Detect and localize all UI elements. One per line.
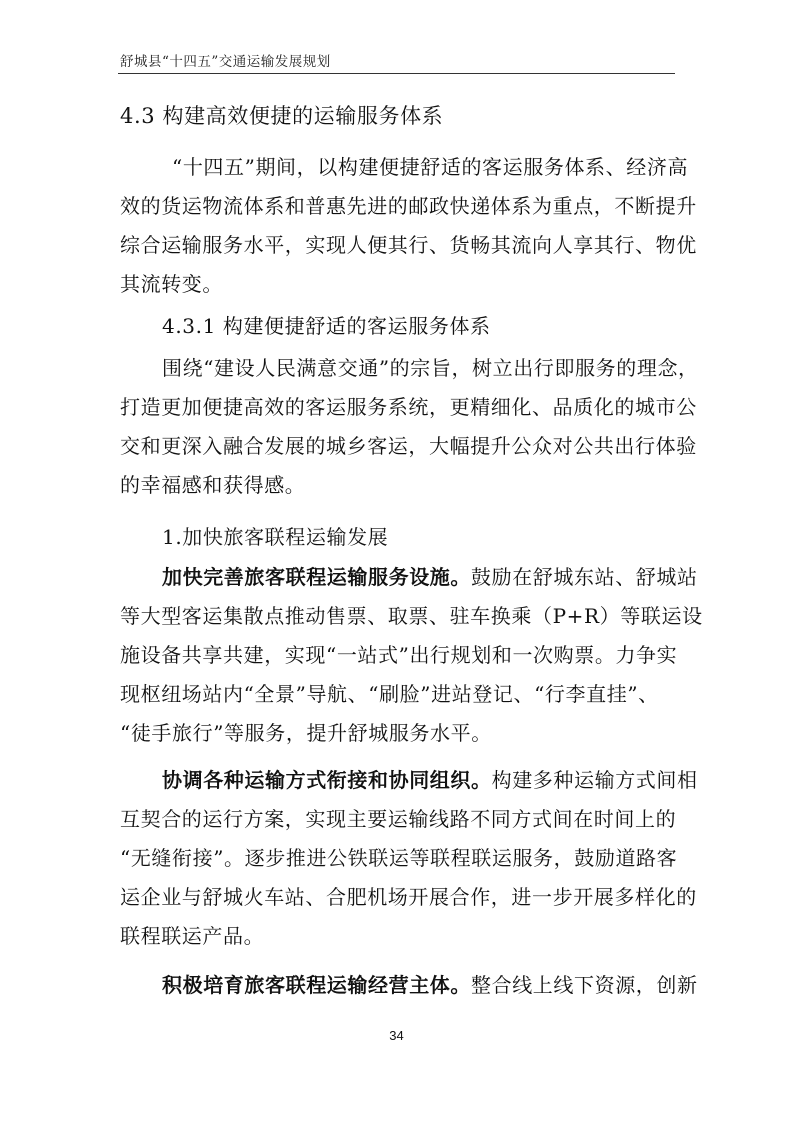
para2-line-5: 联程联运产品。: [120, 924, 265, 948]
intro-line-3: 综合运输服务水平，实现人便其行、货畅其流向人享其行、物优: [120, 233, 697, 257]
para2-line-2: 互契合的运行方案，实现主要运输线路不同方式间在时间上的: [120, 807, 677, 831]
para1-bold-lead: 加快完善旅客联程运输服务设施。: [162, 565, 471, 589]
header-rule: [118, 73, 675, 74]
para1-line-1: [162, 564, 698, 590]
para3-bold-lead: 积极培育旅客联程运输经营主体。: [162, 973, 471, 997]
subsection-intro-line-1: 围绕“建设人民满意交通”的宗旨，树立出行即服务的理念，: [162, 356, 699, 380]
para1-first-rest: 鼓励在舒城东站、舒城站: [471, 565, 698, 589]
intro-line-4: 其流转变。: [120, 272, 223, 296]
page-number: 34: [389, 1028, 404, 1043]
subsection-intro-line-4: 的幸福感和获得感。: [120, 473, 306, 497]
para3-line-1: [162, 972, 698, 998]
intro-line-1: “十四五”期间，以构建便捷舒适的客运服务体系、经济高: [172, 155, 689, 179]
para2-first-rest: 构建多种运输方式间相: [491, 768, 698, 792]
para3-first-rest: 整合线上线下资源，创新: [471, 973, 698, 997]
para2-line-4: 运企业与舒城火车站、合肥机场开展合作，进一步开展多样化的: [120, 885, 697, 909]
running-header: 舒城县“十四五”交通运输发展规划: [120, 54, 331, 70]
subsection-intro-line-2: 打造更加便捷高效的客运服务系统，更精细化、品质化的城市公: [120, 395, 697, 419]
para2-line-3: “无缝衔接”。逐步推进公铁联运等联程联运服务，鼓励道路客: [120, 846, 678, 870]
para1-line-5: “徒手旅行”等服务，提升舒城服务水平。: [120, 721, 492, 745]
para1-line-3: 施设备共享共建，实现“一站式”出行规划和一次购票。力争实: [120, 643, 678, 667]
para1-line-4: 现枢纽场站内“全景”导航、“刷脸”进站登记、“行李直挂”、: [120, 682, 659, 706]
subsection-heading: 4.3.1 构建便捷舒适的客运服务体系: [162, 314, 491, 338]
para1-line-2: 等大型客运集散点推动售票、取票、驻车换乘（P+R）等联运设: [120, 604, 703, 628]
subsection-intro-line-3: 交和更深入融合发展的城乡客运，大幅提升公众对公共出行体验: [120, 434, 697, 458]
intro-line-2: 效的货运物流体系和普惠先进的邮政快递体系为重点，不断提升: [120, 194, 697, 218]
item-heading: 1.加快旅客联程运输发展: [162, 525, 389, 549]
section-heading: 4.3 构建高效便捷的运输服务体系: [120, 104, 444, 128]
para2-bold-lead: 协调各种运输方式衔接和协同组织。: [162, 768, 492, 792]
para2-line-1: [162, 767, 698, 793]
